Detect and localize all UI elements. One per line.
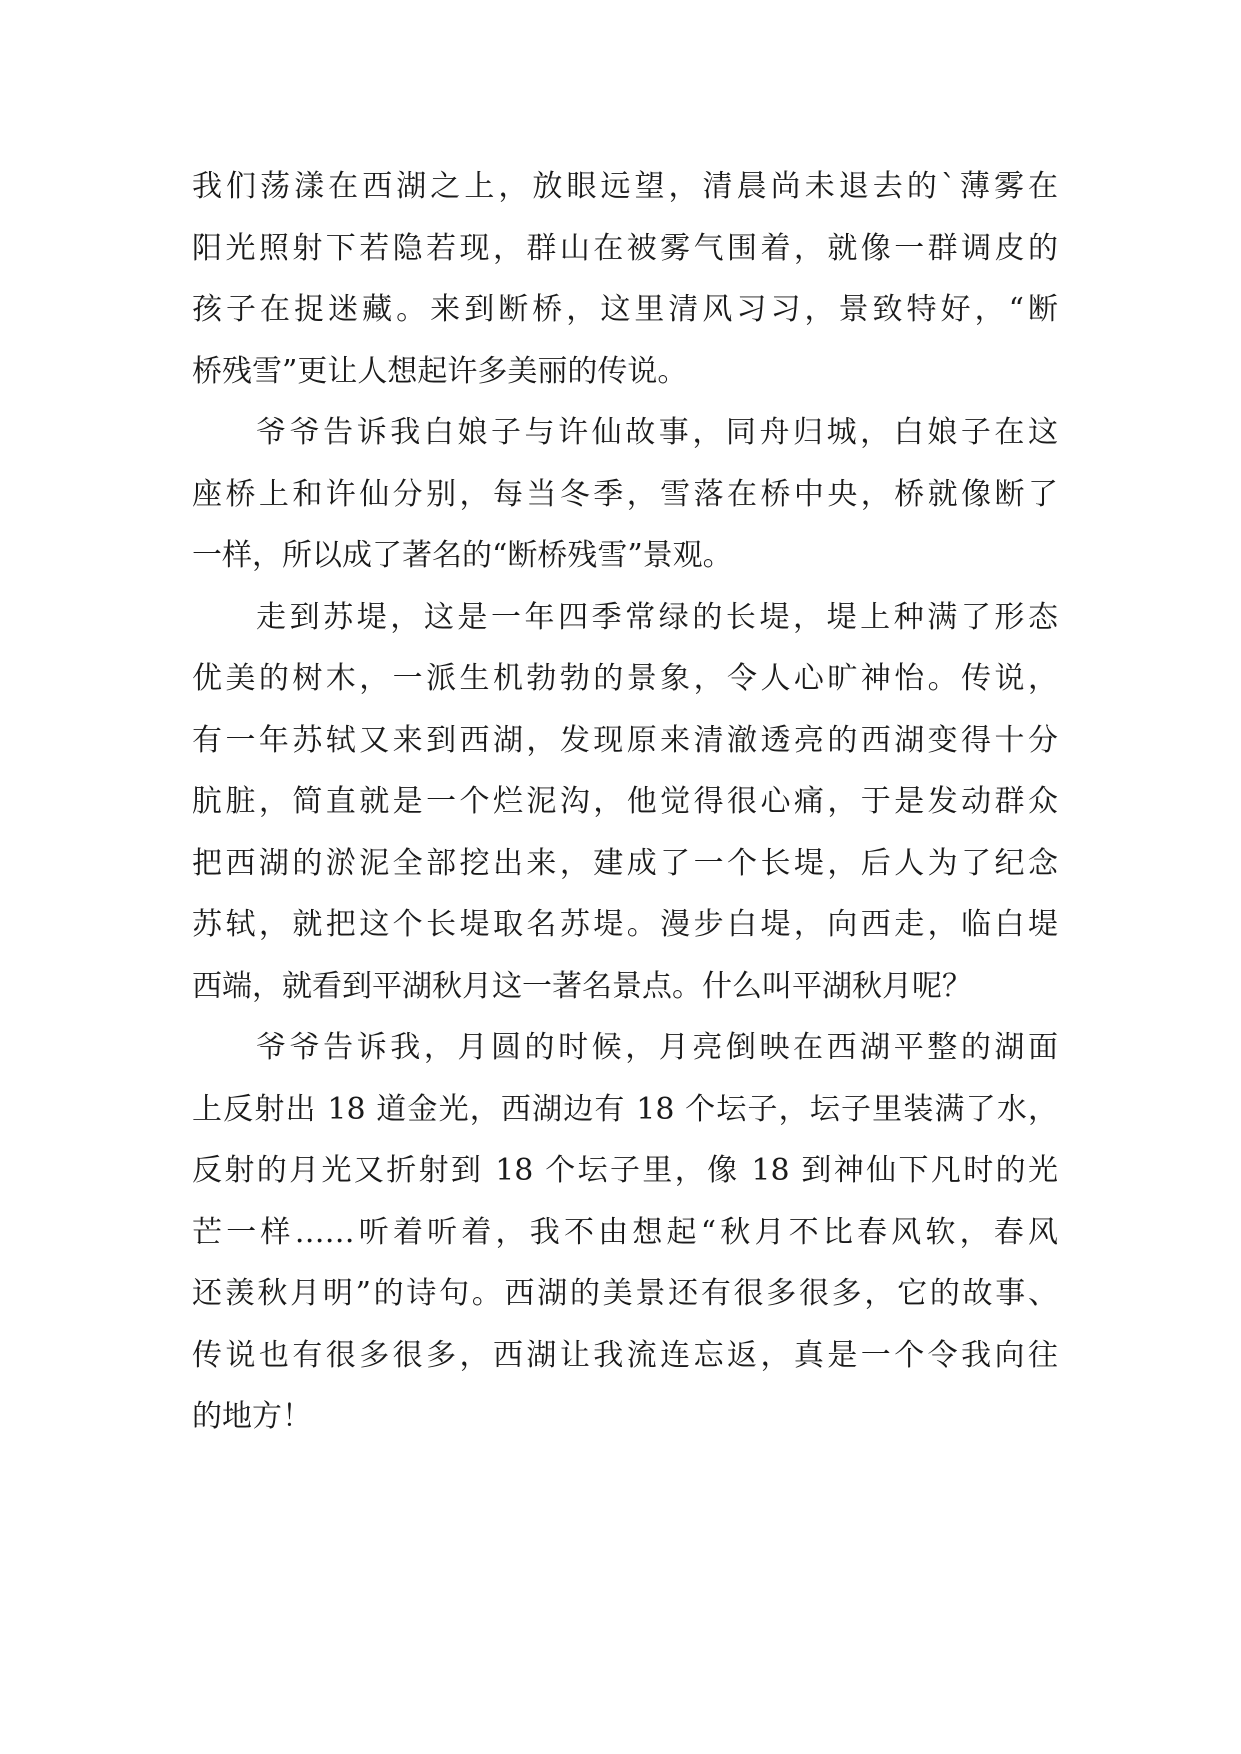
text-line: 的地方！ [192,1399,312,1434]
text-line: 西端，就看到平湖秋月这一著名景点。什么叫平湖秋月呢？ [192,968,972,1004]
text-line: 我们荡漾在西湖之上，放眼远望，清晨尚未退去的`薄雾在 [192,169,1058,204]
text-line: 芒一样……听着听着，我不由想起“秋月不比春风软，春风 [192,1214,1058,1250]
text-line: 还羡秋月明”的诗句。西湖的美景还有很多很多，它的故事、 [192,1276,1058,1311]
text-line: 走到苏堤，这是一年四季常绿的长堤，堤上种满了形态 [256,599,1058,635]
essay-body [192,156,1058,1448]
text-line: 优美的树木，一派生机勃勃的景象，令人心旷神怡。传说， [192,661,1058,696]
text-line: 阳光照射下若隐若现，群山在被雾气围着，就像一群调皮的 [192,230,1058,266]
text-line: 座桥上和许仙分别，每当冬季，雪落在桥中央，桥就像断了 [192,476,1058,512]
text-line: 爷爷告诉我，月圆的时候，月亮倒映在西湖平整的湖面 [256,1030,1058,1065]
text-line: 传说也有很多很多，西湖让我流连忘返，真是一个令我向往 [192,1337,1058,1373]
text-line: 上反射出 18 道金光，西湖边有 18 个坛子，坛子里装满了水， [192,1091,1058,1127]
text-line: 孩子在捉迷藏。来到断桥，这里清风习习，景致特好，“断 [192,292,1058,327]
text-line: 肮脏，简直就是一个烂泥沟，他觉得很心痛，于是发动群众 [192,784,1058,819]
text-line: 反射的月光又折射到 18 个坛子里，像 18 到神仙下凡时的光 [192,1153,1058,1188]
text-line: 有一年苏轼又来到西湖，发现原来清澈透亮的西湖变得十分 [192,722,1058,758]
text-line: 一样，所以成了著名的“断桥残雪”景观。 [192,538,733,573]
text-line: 苏轼，就把这个长堤取名苏堤。漫步白堤，向西走，临白堤 [192,907,1058,942]
text-line: 把西湖的淤泥全部挖出来，建成了一个长堤，后人为了纪念 [192,845,1058,881]
text-line: 桥残雪”更让人想起许多美丽的传说。 [192,353,688,389]
text-line: 爷爷告诉我白娘子与许仙故事，同舟归城，白娘子在这 [256,415,1058,450]
